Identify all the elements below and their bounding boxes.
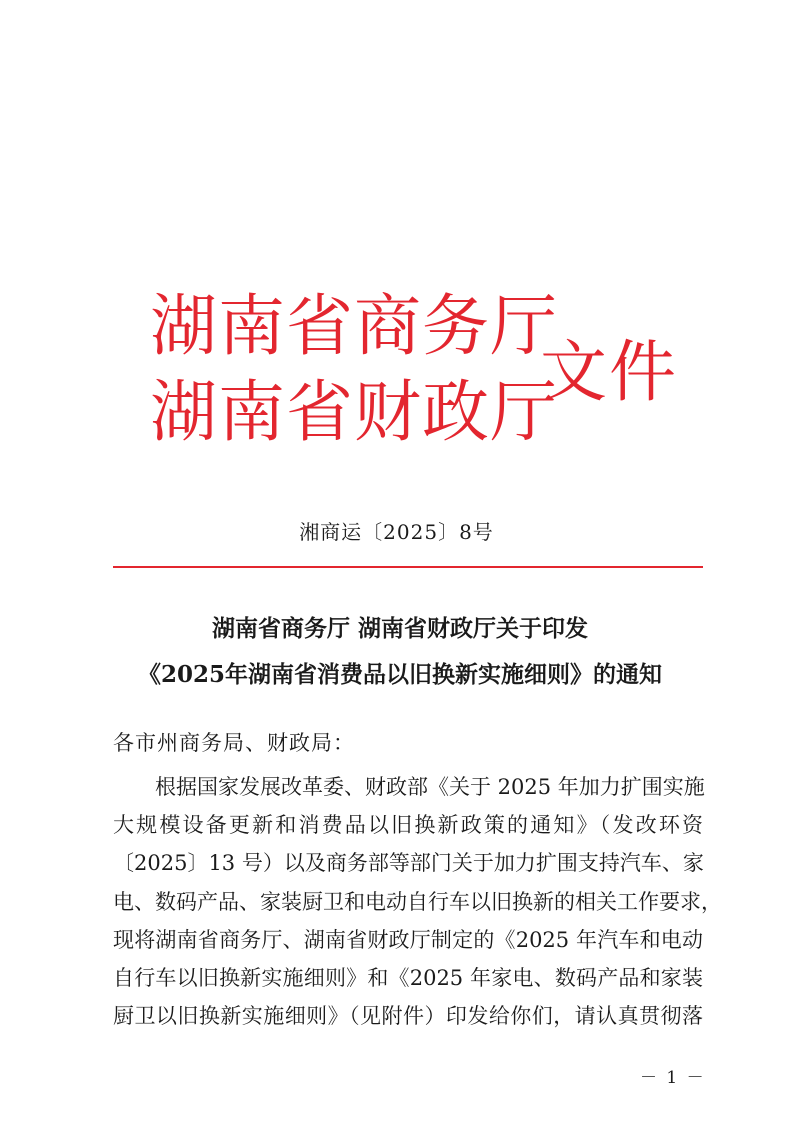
issuer-line-finance: 湖南省财政厅 [150, 373, 558, 451]
document-title [90, 606, 710, 698]
addressee: 各市州商务局、财政局： [113, 731, 355, 755]
doc-type-label: 文件 [540, 333, 678, 411]
body-line: 厨卫以旧换新实施细则》（见附件）印发给你们，请认真贯彻落 [113, 1004, 703, 1029]
issuer-line-commerce: 湖南省商务厅 [150, 287, 558, 365]
title-line-1: 湖南省商务厅 湖南省财政厅关于印发 [211, 615, 588, 642]
body-line: 电、数码产品、家装厨卫和电动自行车以旧换新的相关工作要求， [113, 889, 722, 914]
title-line-2: 《2025年湖南省消费品以旧换新实施细则》的通知 [137, 661, 662, 688]
document-number: 湘商运〔2025〕8号 [299, 520, 494, 544]
body-line: 〔2025〕13 号）以及商务部等部门关于加力扩围支持汽车、家 [113, 851, 704, 876]
body-text [113, 768, 722, 1035]
body-line: 现将湖南省商务厅、湖南省财政厅制定的《2025 年汽车和电动 [113, 927, 703, 952]
document-header [150, 286, 690, 466]
page-number: － 1 － [640, 1068, 706, 1088]
body-line: 大规模设备更新和消费品以旧换新政策的通知》（发改环资 [113, 813, 703, 838]
body-line: 根据国家发展改革委、财政部《关于 2025 年加力扩围实施 [155, 775, 705, 799]
body-line: 自行车以旧换新实施细则》和《2025 年家电、数码产品和家装 [113, 966, 703, 991]
header-divider [113, 566, 703, 568]
